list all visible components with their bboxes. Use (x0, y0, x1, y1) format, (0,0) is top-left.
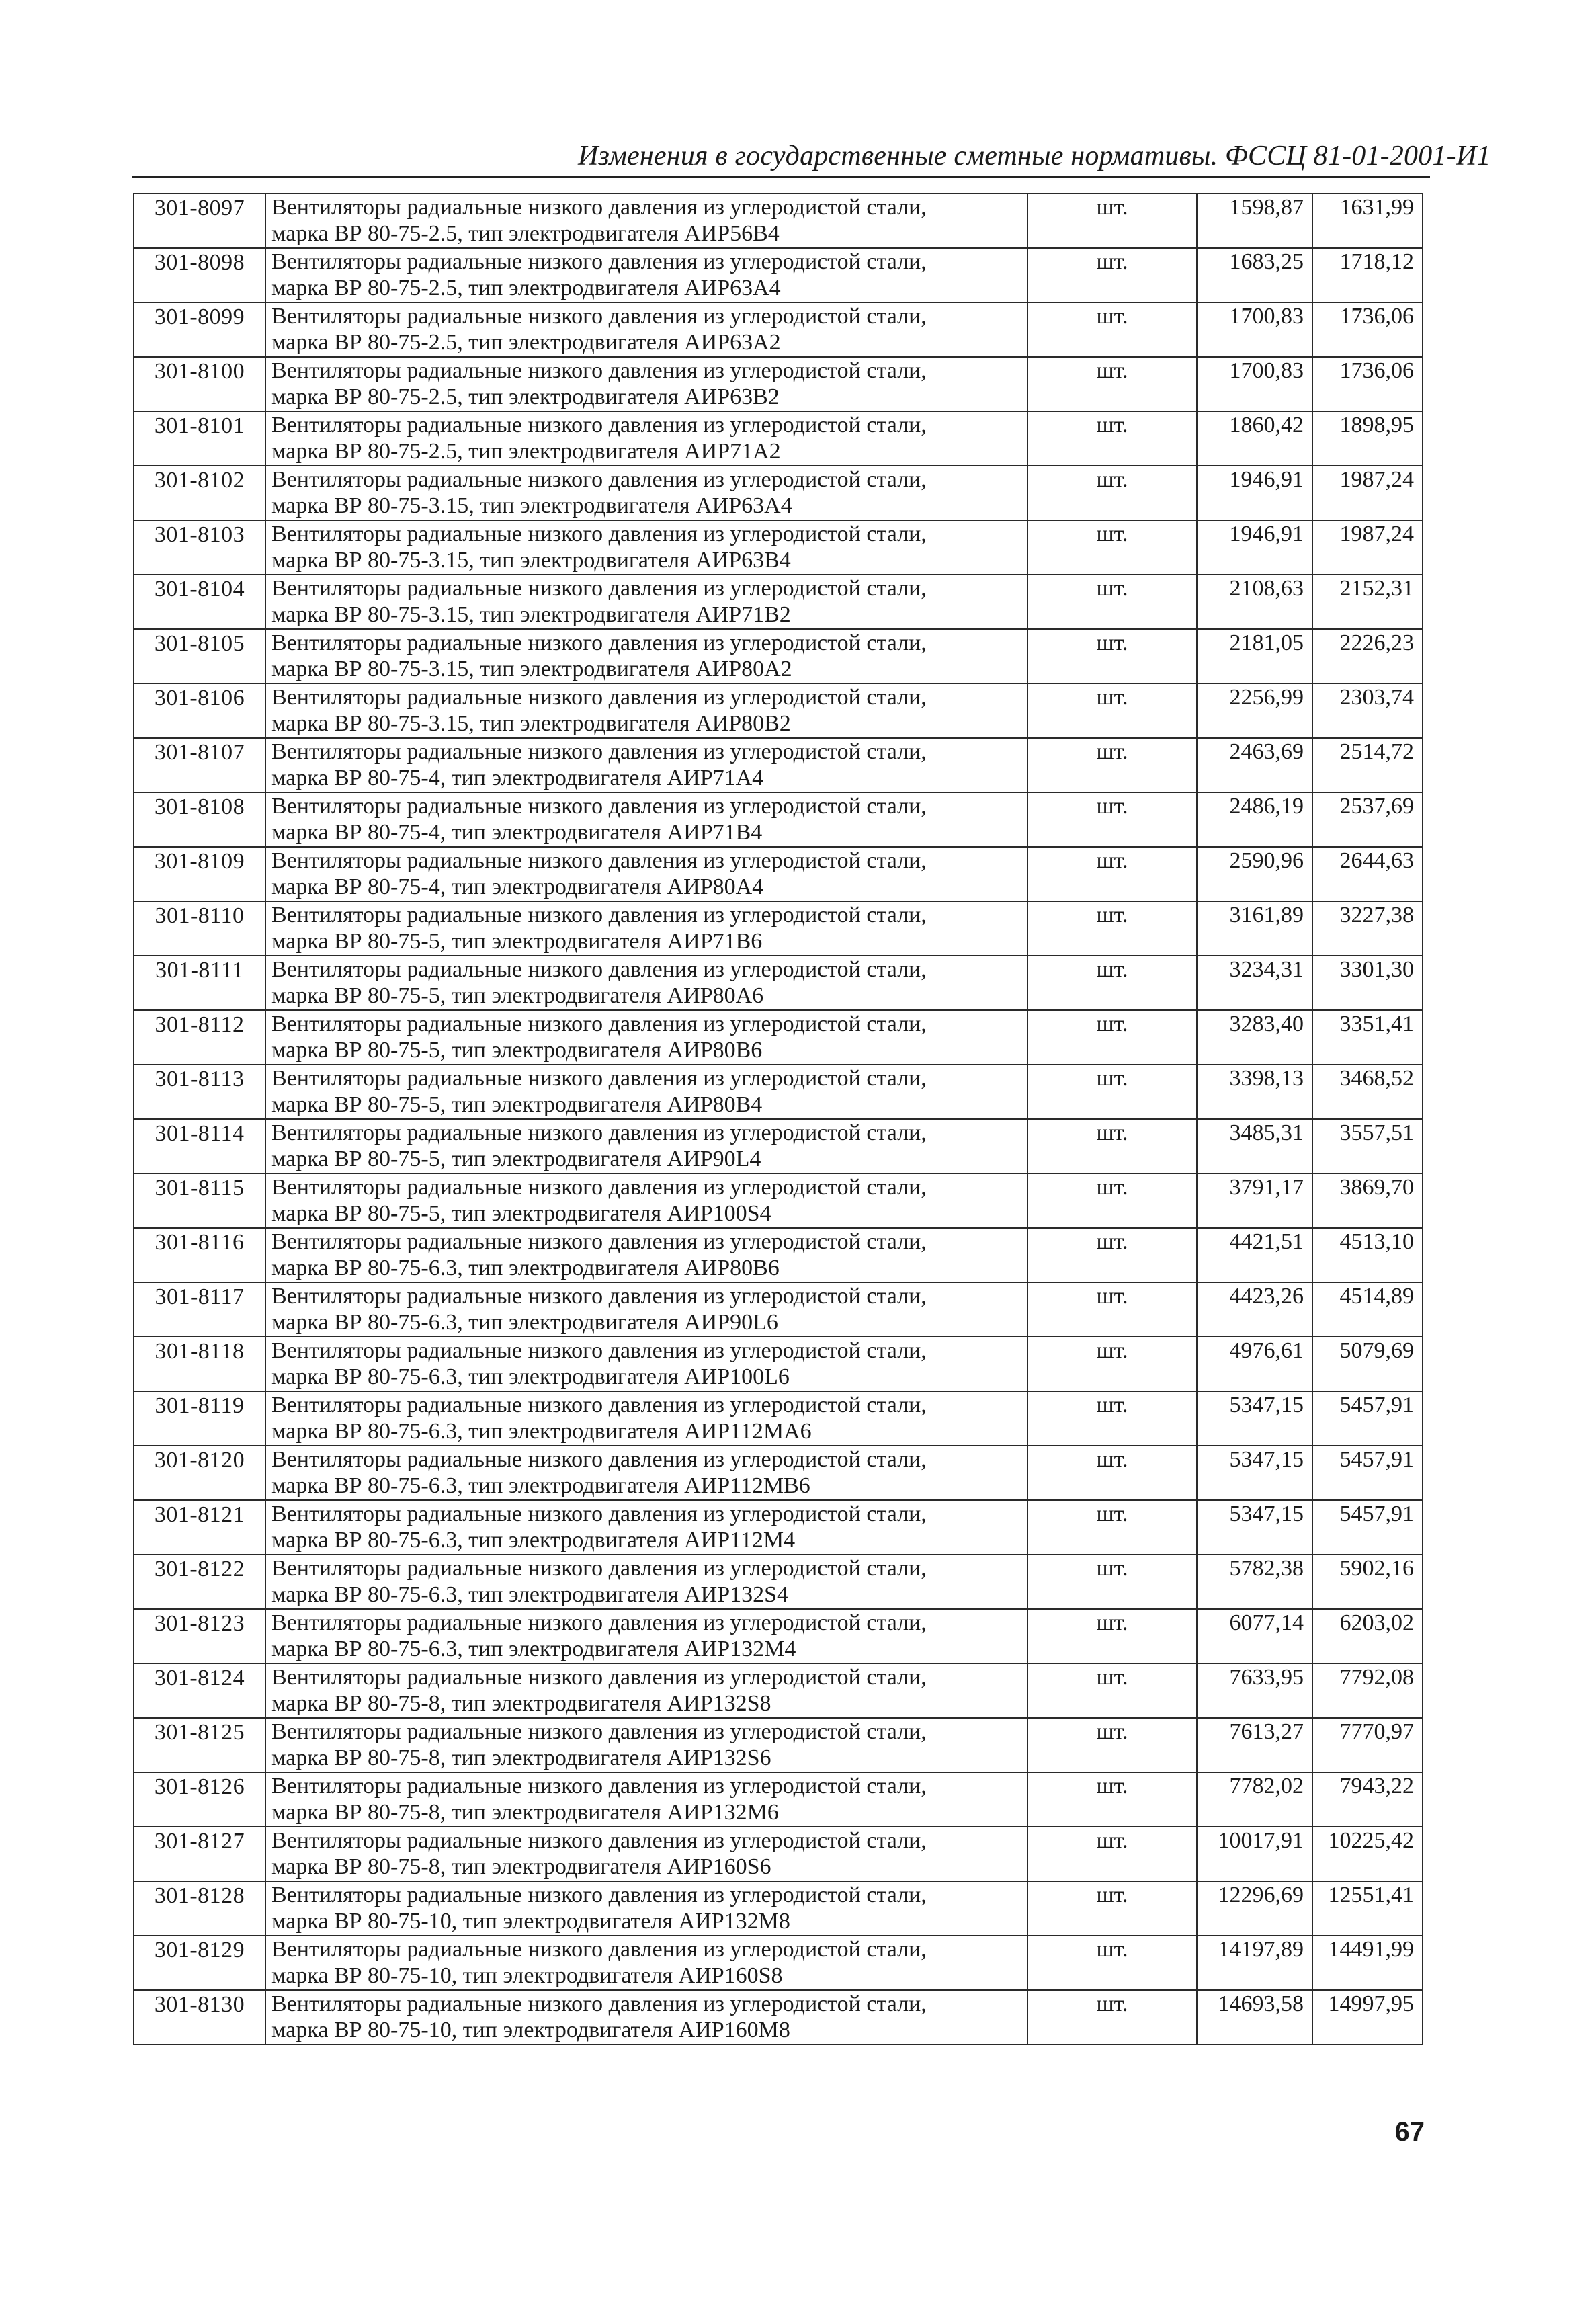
price-value-1: 1946,91 (1197, 520, 1312, 575)
table-row (134, 411, 1423, 466)
price-value-2: 7943,22 (1312, 1772, 1423, 1827)
page-number: 67 (1394, 2117, 1425, 2147)
description-line-1: Вентиляторы радиальные низкого давления из углеродистой стали, (271, 1774, 927, 1799)
unit-of-measure: шт. (1027, 520, 1197, 575)
unit-of-measure: шт. (1027, 1772, 1197, 1827)
price-value-2: 3869,70 (1312, 1173, 1423, 1228)
unit-of-measure: шт. (1027, 1718, 1197, 1772)
table-row (134, 1881, 1423, 1936)
price-value-1: 14693,58 (1197, 1990, 1312, 2045)
description-line-1: Вентиляторы радиальные низкого давления из углеродистой стали, (271, 1338, 927, 1363)
resource-code: 301-8109 (134, 847, 265, 901)
description-line-1: Вентиляторы радиальные низкого давления из углеродистой стали, (271, 1883, 927, 1907)
description-line-1: Вентиляторы радиальные низкого давления из углеродистой стали, (271, 1175, 927, 1200)
unit-of-measure: шт. (1027, 1936, 1197, 1990)
description-line-1: Вентиляторы радиальные низкого давления из углеродистой стали, (271, 1012, 927, 1036)
price-value-2: 7792,08 (1312, 1663, 1423, 1718)
unit-of-measure: шт. (1027, 1173, 1197, 1228)
unit-of-measure: шт. (1027, 1827, 1197, 1881)
price-value-1: 2256,99 (1197, 684, 1312, 738)
price-value-1: 7613,27 (1197, 1718, 1312, 1772)
description-line-2: марка ВР 80-75-5, тип электродвигателя АИР80В6 (271, 1038, 763, 1063)
resource-description (265, 738, 1027, 792)
resource-code: 301-8099 (134, 302, 265, 357)
price-value-2: 10225,42 (1312, 1827, 1423, 1881)
price-value-1: 6077,14 (1197, 1609, 1312, 1663)
table-row (134, 1500, 1423, 1555)
description-line-2: марка ВР 80-75-2.5, тип электродвигателя АИР63В2 (271, 384, 780, 409)
description-line-2: марка ВР 80-75-8, тип электродвигателя АИР132М6 (271, 1800, 779, 1825)
description-line-1: Вентиляторы радиальные низкого давления из углеродистой стали, (271, 1719, 927, 1744)
description-line-1: Вентиляторы радиальные низкого давления из углеродистой стали, (271, 1610, 927, 1635)
price-value-1: 4423,26 (1197, 1282, 1312, 1337)
price-value-2: 2303,74 (1312, 684, 1423, 738)
table-row (134, 1555, 1423, 1609)
resource-description (265, 411, 1027, 466)
resource-description (265, 1391, 1027, 1446)
resource-description (265, 1446, 1027, 1500)
price-value-2: 1898,95 (1312, 411, 1423, 466)
resource-code: 301-8125 (134, 1718, 265, 1772)
price-value-2: 2537,69 (1312, 792, 1423, 847)
resource-description (265, 520, 1027, 575)
price-value-1: 2181,05 (1197, 629, 1312, 684)
description-line-1: Вентиляторы радиальные низкого давления из углеродистой стали, (271, 1447, 927, 1472)
table-row (134, 1010, 1423, 1065)
price-value-2: 3301,30 (1312, 956, 1423, 1010)
description-line-1: Вентиляторы радиальные низкого давления из углеродистой стали, (271, 1665, 927, 1690)
resource-code: 301-8108 (134, 792, 265, 847)
table-row (134, 1119, 1423, 1173)
resource-description (265, 466, 1027, 520)
price-value-2: 4514,89 (1312, 1282, 1423, 1337)
price-value-1: 1700,83 (1197, 357, 1312, 411)
price-value-1: 1683,25 (1197, 248, 1312, 302)
table-row (134, 1337, 1423, 1391)
price-value-2: 1736,06 (1312, 357, 1423, 411)
description-line-2: марка ВР 80-75-3.15, тип электродвигателя АИР63В4 (271, 548, 791, 573)
price-value-2: 3468,52 (1312, 1065, 1423, 1119)
description-line-1: Вентиляторы радиальные низкого давления из углеродистой стали, (271, 1556, 927, 1581)
table-row (134, 1936, 1423, 1990)
resource-code: 301-8098 (134, 248, 265, 302)
price-value-2: 1987,24 (1312, 466, 1423, 520)
table-row (134, 738, 1423, 792)
description-line-1: Вентиляторы радиальные низкого давления из углеродистой стали, (271, 1828, 927, 1853)
table-row (134, 357, 1423, 411)
description-line-2: марка ВР 80-75-6.3, тип электродвигателя АИР100L6 (271, 1364, 790, 1389)
description-line-1: Вентиляторы радиальные низкого давления из углеродистой стали, (271, 630, 927, 655)
resource-description (265, 792, 1027, 847)
description-line-1: Вентиляторы радиальные низкого давления из углеродистой стали, (271, 685, 927, 710)
description-line-2: марка ВР 80-75-6.3, тип электродвигателя АИР90L6 (271, 1310, 778, 1335)
resource-code: 301-8117 (134, 1282, 265, 1337)
price-value-1: 3791,17 (1197, 1173, 1312, 1228)
resource-description (265, 629, 1027, 684)
description-line-2: марка ВР 80-75-6.3, тип электродвигателя АИР132М4 (271, 1637, 796, 1661)
resource-description (265, 575, 1027, 629)
unit-of-measure: шт. (1027, 1010, 1197, 1065)
price-value-1: 3234,31 (1197, 956, 1312, 1010)
description-line-1: Вентиляторы радиальные низкого давления из углеродистой стали, (271, 522, 927, 546)
page-header-title: Изменения в государственные сметные нормативы. ФССЦ 81-01-2001-И1 (578, 140, 1491, 171)
price-value-2: 12551,41 (1312, 1881, 1423, 1936)
unit-of-measure: шт. (1027, 1119, 1197, 1173)
resource-code: 301-8123 (134, 1609, 265, 1663)
resource-description (265, 1772, 1027, 1827)
unit-of-measure: шт. (1027, 1555, 1197, 1609)
description-line-1: Вентиляторы радиальные низкого давления из углеродистой стали, (271, 1501, 927, 1526)
unit-of-measure: шт. (1027, 1282, 1197, 1337)
price-value-1: 4976,61 (1197, 1337, 1312, 1391)
unit-of-measure: шт. (1027, 466, 1197, 520)
description-line-1: Вентиляторы радиальные низкого давления из углеродистой стали, (271, 794, 927, 819)
unit-of-measure: шт. (1027, 1663, 1197, 1718)
unit-of-measure: шт. (1027, 901, 1197, 956)
resource-description (265, 1337, 1027, 1391)
description-line-1: Вентиляторы радиальные низкого давления из углеродистой стали, (271, 1937, 927, 1962)
resource-code: 301-8101 (134, 411, 265, 466)
price-value-1: 3161,89 (1197, 901, 1312, 956)
resource-description (265, 684, 1027, 738)
header-divider (132, 176, 1430, 178)
table-row (134, 847, 1423, 901)
description-line-2: марка ВР 80-75-8, тип электродвигателя АИР132S6 (271, 1745, 771, 1770)
description-line-1: Вентиляторы радиальные низкого давления из углеродистой стали, (271, 739, 927, 764)
description-line-2: марка ВР 80-75-8, тип электродвигателя АИР160S6 (271, 1854, 771, 1879)
unit-of-measure: шт. (1027, 302, 1197, 357)
table-row (134, 629, 1423, 684)
resource-description (265, 1555, 1027, 1609)
table-row (134, 1391, 1423, 1446)
price-value-2: 4513,10 (1312, 1228, 1423, 1282)
resource-code: 301-8102 (134, 466, 265, 520)
description-line-1: Вентиляторы радиальные низкого давления из углеродистой стали, (271, 1120, 927, 1145)
price-value-1: 2590,96 (1197, 847, 1312, 901)
resource-code: 301-8107 (134, 738, 265, 792)
price-value-2: 14997,95 (1312, 1990, 1423, 2045)
resource-code: 301-8124 (134, 1663, 265, 1718)
resource-description (265, 1173, 1027, 1228)
resource-description (265, 1990, 1027, 2045)
price-value-1: 12296,69 (1197, 1881, 1312, 1936)
table-row (134, 956, 1423, 1010)
price-value-1: 10017,91 (1197, 1827, 1312, 1881)
price-value-2: 5902,16 (1312, 1555, 1423, 1609)
table-row (134, 1228, 1423, 1282)
table-row (134, 575, 1423, 629)
resource-code: 301-8111 (134, 956, 265, 1010)
price-value-2: 1987,24 (1312, 520, 1423, 575)
resource-description (265, 847, 1027, 901)
price-value-1: 1860,42 (1197, 411, 1312, 466)
description-line-2: марка ВР 80-75-10, тип электродвигателя АИР160S8 (271, 1963, 783, 1988)
description-line-1: Вентиляторы радиальные низкого давления из углеродистой стали, (271, 1066, 927, 1091)
unit-of-measure: шт. (1027, 248, 1197, 302)
price-table (133, 193, 1423, 2045)
resource-code: 301-8114 (134, 1119, 265, 1173)
description-line-1: Вентиляторы радиальные низкого давления из углеродистой стали, (271, 304, 927, 329)
resource-code: 301-8122 (134, 1555, 265, 1609)
description-line-2: марка ВР 80-75-6.3, тип электродвигателя АИР80В6 (271, 1255, 780, 1280)
resource-code: 301-8113 (134, 1065, 265, 1119)
price-value-2: 5457,91 (1312, 1391, 1423, 1446)
table-row (134, 1718, 1423, 1772)
unit-of-measure: шт. (1027, 629, 1197, 684)
price-value-2: 2226,23 (1312, 629, 1423, 684)
description-line-2: марка ВР 80-75-6.3, тип электродвигателя АИР112МА6 (271, 1419, 812, 1444)
unit-of-measure: шт. (1027, 1500, 1197, 1555)
description-line-1: Вентиляторы радиальные низкого давления из углеродистой стали, (271, 576, 927, 601)
resource-code: 301-8128 (134, 1881, 265, 1936)
table-row (134, 792, 1423, 847)
table-row (134, 901, 1423, 956)
price-value-2: 2644,63 (1312, 847, 1423, 901)
description-line-2: марка ВР 80-75-5, тип электродвигателя АИР80А6 (271, 983, 764, 1008)
resource-code: 301-8129 (134, 1936, 265, 1990)
description-line-1: Вентиляторы радиальные низкого давления из углеродистой стали, (271, 1229, 927, 1254)
price-value-1: 3283,40 (1197, 1010, 1312, 1065)
table-row (134, 1663, 1423, 1718)
unit-of-measure: шт. (1027, 411, 1197, 466)
price-value-1: 1598,87 (1197, 194, 1312, 248)
resource-code: 301-8116 (134, 1228, 265, 1282)
unit-of-measure: шт. (1027, 684, 1197, 738)
resource-code: 301-8103 (134, 520, 265, 575)
resource-code: 301-8097 (134, 194, 265, 248)
unit-of-measure: шт. (1027, 738, 1197, 792)
price-value-2: 1718,12 (1312, 248, 1423, 302)
description-line-2: марка ВР 80-75-2.5, тип электродвигателя АИР63А2 (271, 330, 781, 355)
resource-description (265, 1718, 1027, 1772)
description-line-2: марка ВР 80-75-5, тип электродвигателя АИР90L4 (271, 1147, 761, 1171)
price-value-2: 3557,51 (1312, 1119, 1423, 1173)
resource-code: 301-8115 (134, 1173, 265, 1228)
table-row (134, 248, 1423, 302)
table-row (134, 1827, 1423, 1881)
description-line-1: Вентиляторы радиальные низкого давления из углеродистой стали, (271, 1284, 927, 1309)
table-row (134, 684, 1423, 738)
unit-of-measure: шт. (1027, 1065, 1197, 1119)
description-line-1: Вентиляторы радиальные низкого давления из углеродистой стали, (271, 848, 927, 873)
resource-description (265, 248, 1027, 302)
resource-code: 301-8120 (134, 1446, 265, 1500)
unit-of-measure: шт. (1027, 1391, 1197, 1446)
description-line-2: марка ВР 80-75-10, тип электродвигателя АИР132М8 (271, 1909, 790, 1934)
unit-of-measure: шт. (1027, 792, 1197, 847)
resource-description (265, 1282, 1027, 1337)
price-value-1: 5347,15 (1197, 1446, 1312, 1500)
resource-description (265, 302, 1027, 357)
description-line-1: Вентиляторы радиальные низкого давления из углеродистой стали, (271, 1393, 927, 1417)
resource-description (265, 1119, 1027, 1173)
description-line-2: марка ВР 80-75-3.15, тип электродвигателя АИР80В2 (271, 711, 791, 736)
price-value-2: 3351,41 (1312, 1010, 1423, 1065)
resource-code: 301-8126 (134, 1772, 265, 1827)
resource-description (265, 956, 1027, 1010)
table-row (134, 1282, 1423, 1337)
unit-of-measure: шт. (1027, 847, 1197, 901)
resource-description (265, 1065, 1027, 1119)
table-row (134, 520, 1423, 575)
description-line-1: Вентиляторы радиальные низкого давления из углеродистой стали, (271, 957, 927, 982)
price-value-2: 14491,99 (1312, 1936, 1423, 1990)
price-value-2: 3227,38 (1312, 901, 1423, 956)
resource-code: 301-8130 (134, 1990, 265, 2045)
price-value-2: 5079,69 (1312, 1337, 1423, 1391)
unit-of-measure: шт. (1027, 575, 1197, 629)
description-line-2: марка ВР 80-75-10, тип электродвигателя АИР160М8 (271, 2018, 790, 2043)
description-line-2: марка ВР 80-75-3.15, тип электродвигателя АИР71В2 (271, 602, 791, 627)
price-value-1: 5782,38 (1197, 1555, 1312, 1609)
resource-description (265, 1936, 1027, 1990)
description-line-2: марка ВР 80-75-2.5, тип электродвигателя АИР71А2 (271, 439, 781, 464)
unit-of-measure: шт. (1027, 1228, 1197, 1282)
price-value-1: 7782,02 (1197, 1772, 1312, 1827)
description-line-2: марка ВР 80-75-3.15, тип электродвигателя АИР80А2 (271, 657, 792, 682)
price-value-2: 6203,02 (1312, 1609, 1423, 1663)
price-value-2: 2514,72 (1312, 738, 1423, 792)
price-value-2: 2152,31 (1312, 575, 1423, 629)
unit-of-measure: шт. (1027, 956, 1197, 1010)
table-row (134, 1446, 1423, 1500)
resource-description (265, 357, 1027, 411)
resource-description (265, 1827, 1027, 1881)
resource-code: 301-8118 (134, 1337, 265, 1391)
price-value-1: 1700,83 (1197, 302, 1312, 357)
description-line-2: марка ВР 80-75-4, тип электродвигателя АИР80А4 (271, 874, 764, 899)
unit-of-measure: шт. (1027, 1609, 1197, 1663)
description-line-2: марка ВР 80-75-5, тип электродвигателя АИР80В4 (271, 1092, 763, 1117)
price-value-2: 1736,06 (1312, 302, 1423, 357)
description-line-2: марка ВР 80-75-8, тип электродвигателя АИР132S8 (271, 1691, 771, 1716)
description-line-2: марка ВР 80-75-5, тип электродвигателя АИР71В6 (271, 929, 763, 954)
table-row (134, 194, 1423, 248)
description-line-1: Вентиляторы радиальные низкого давления из углеродистой стали, (271, 903, 927, 928)
description-line-2: марка ВР 80-75-6.3, тип электродвигателя АИР112МВ6 (271, 1473, 810, 1498)
unit-of-measure: шт. (1027, 1881, 1197, 1936)
price-value-2: 5457,91 (1312, 1500, 1423, 1555)
resource-description (265, 1609, 1027, 1663)
description-line-1: Вентиляторы радиальные низкого давления из углеродистой стали, (271, 358, 927, 383)
description-line-2: марка ВР 80-75-5, тип электродвигателя АИР100S4 (271, 1201, 771, 1226)
description-line-1: Вентиляторы радиальные низкого давления из углеродистой стали, (271, 467, 927, 492)
resource-code: 301-8112 (134, 1010, 265, 1065)
description-line-1: Вентиляторы радиальные низкого давления из углеродистой стали, (271, 1991, 927, 2016)
resource-code: 301-8119 (134, 1391, 265, 1446)
resource-description (265, 1500, 1027, 1555)
price-value-2: 5457,91 (1312, 1446, 1423, 1500)
unit-of-measure: шт. (1027, 1337, 1197, 1391)
resource-description (265, 1228, 1027, 1282)
unit-of-measure: шт. (1027, 194, 1197, 248)
price-value-1: 3398,13 (1197, 1065, 1312, 1119)
price-value-1: 4421,51 (1197, 1228, 1312, 1282)
unit-of-measure: шт. (1027, 357, 1197, 411)
price-value-1: 7633,95 (1197, 1663, 1312, 1718)
table-row (134, 302, 1423, 357)
price-value-1: 2463,69 (1197, 738, 1312, 792)
resource-code: 301-8105 (134, 629, 265, 684)
resource-description (265, 901, 1027, 956)
resource-description (265, 1881, 1027, 1936)
description-line-2: марка ВР 80-75-2.5, тип электродвигателя АИР63А4 (271, 276, 781, 300)
price-table-body (134, 194, 1423, 2045)
description-line-1: Вентиляторы радиальные низкого давления из углеродистой стали, (271, 195, 927, 220)
price-value-1: 1946,91 (1197, 466, 1312, 520)
price-value-1: 5347,15 (1197, 1500, 1312, 1555)
resource-code: 301-8104 (134, 575, 265, 629)
table-row (134, 1173, 1423, 1228)
unit-of-measure: шт. (1027, 1446, 1197, 1500)
price-value-1: 5347,15 (1197, 1391, 1312, 1446)
price-value-1: 3485,31 (1197, 1119, 1312, 1173)
resource-code: 301-8127 (134, 1827, 265, 1881)
resource-code: 301-8110 (134, 901, 265, 956)
resource-description (265, 1663, 1027, 1718)
table-row (134, 1065, 1423, 1119)
description-line-2: марка ВР 80-75-6.3, тип электродвигателя АИР112М4 (271, 1528, 796, 1553)
price-value-1: 14197,89 (1197, 1936, 1312, 1990)
unit-of-measure: шт. (1027, 1990, 1197, 2045)
description-line-1: Вентиляторы радиальные низкого давления из углеродистой стали, (271, 413, 927, 438)
resource-code: 301-8100 (134, 357, 265, 411)
description-line-2: марка ВР 80-75-4, тип электродвигателя АИР71А4 (271, 766, 764, 790)
table-row (134, 466, 1423, 520)
description-line-2: марка ВР 80-75-4, тип электродвигателя АИР71В4 (271, 820, 763, 845)
resource-code: 301-8121 (134, 1500, 265, 1555)
resource-code: 301-8106 (134, 684, 265, 738)
price-value-2: 1631,99 (1312, 194, 1423, 248)
description-line-1: Вентиляторы радиальные низкого давления из углеродистой стали, (271, 249, 927, 274)
description-line-2: марка ВР 80-75-6.3, тип электродвигателя АИР132S4 (271, 1582, 789, 1607)
price-value-2: 7770,97 (1312, 1718, 1423, 1772)
table-row (134, 1990, 1423, 2045)
price-value-1: 2486,19 (1197, 792, 1312, 847)
resource-description (265, 194, 1027, 248)
price-value-1: 2108,63 (1197, 575, 1312, 629)
table-row (134, 1772, 1423, 1827)
description-line-2: марка ВР 80-75-3.15, тип электродвигателя АИР63А4 (271, 493, 792, 518)
description-line-2: марка ВР 80-75-2.5, тип электродвигателя АИР56В4 (271, 221, 780, 246)
resource-description (265, 1010, 1027, 1065)
table-row (134, 1609, 1423, 1663)
